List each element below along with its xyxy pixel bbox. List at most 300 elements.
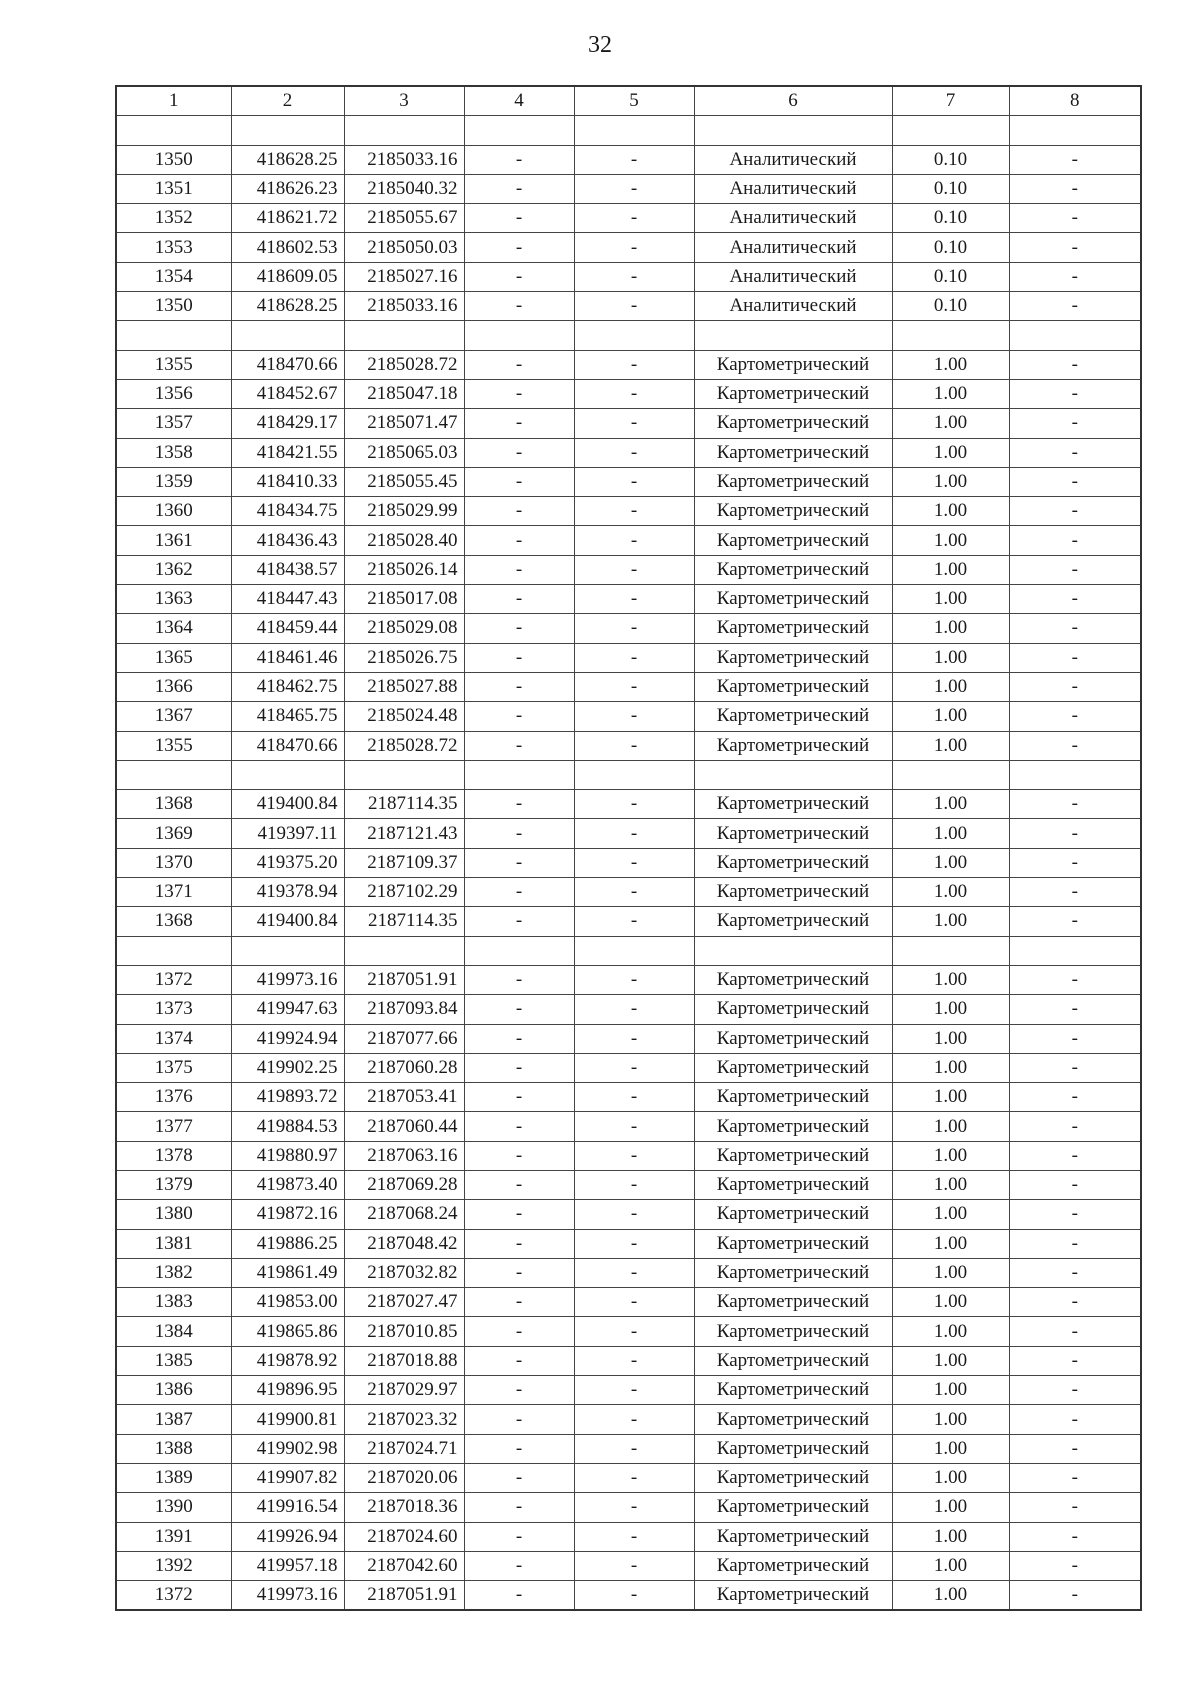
table-cell-col-1: 1360: [116, 497, 231, 526]
table-cell-col-5: -: [574, 1170, 694, 1199]
table-cell-col-1: 1363: [116, 585, 231, 614]
table-row: [116, 995, 1141, 1024]
table-cell-col-1: 1370: [116, 848, 231, 877]
table-cell-col-4: -: [464, 1434, 574, 1463]
table-cell-col-2: 418410.33: [231, 467, 344, 496]
table-cell-col-6: Аналитический: [694, 145, 892, 174]
table-cell-col-1: 1392: [116, 1551, 231, 1580]
table-cell-col-4: -: [464, 233, 574, 262]
table-cell-col-5: -: [574, 555, 694, 584]
table-cell-col-4: -: [464, 1258, 574, 1287]
table-cell-col-7: 0.10: [892, 145, 1009, 174]
table-cell-col-4: -: [464, 1112, 574, 1141]
table-cell-col-7: 1.00: [892, 409, 1009, 438]
table-cell-col-5: -: [574, 1463, 694, 1492]
empty-cell: [892, 760, 1009, 789]
empty-cell: [116, 321, 231, 350]
table-cell-col-3: 2187069.28: [344, 1170, 464, 1199]
empty-cell: [116, 116, 231, 145]
table-cell-col-6: Картометрический: [694, 555, 892, 584]
table-cell-col-3: 2185026.14: [344, 555, 464, 584]
table-cell-col-7: 1.00: [892, 848, 1009, 877]
table-cell-col-1: 1380: [116, 1200, 231, 1229]
table-row: [116, 1141, 1141, 1170]
table-cell-col-7: 1.00: [892, 1376, 1009, 1405]
table-cell-col-3: 2187077.66: [344, 1024, 464, 1053]
table-cell-col-2: 419397.11: [231, 819, 344, 848]
column-header-6: 6: [694, 86, 892, 116]
table-cell-col-2: 419880.97: [231, 1141, 344, 1170]
table-row: [116, 292, 1141, 321]
table-cell-col-2: 419886.25: [231, 1229, 344, 1258]
table-row: [116, 1405, 1141, 1434]
table-cell-col-7: 1.00: [892, 555, 1009, 584]
table-cell-col-7: 1.00: [892, 379, 1009, 408]
table-cell-col-3: 2187051.91: [344, 965, 464, 994]
table-cell-col-6: Картометрический: [694, 643, 892, 672]
column-header-2: 2: [231, 86, 344, 116]
table-cell-col-1: 1372: [116, 1581, 231, 1611]
table-cell-col-1: 1384: [116, 1317, 231, 1346]
table-cell-col-8: -: [1009, 1083, 1141, 1112]
table-cell-col-8: -: [1009, 1551, 1141, 1580]
table-cell-col-6: Картометрический: [694, 965, 892, 994]
table-row: [116, 379, 1141, 408]
table-row: [116, 497, 1141, 526]
table-cell-col-5: -: [574, 614, 694, 643]
table-cell-col-2: 419902.25: [231, 1053, 344, 1082]
table-cell-col-7: 1.00: [892, 350, 1009, 379]
empty-cell: [574, 321, 694, 350]
table-cell-col-3: 2187023.32: [344, 1405, 464, 1434]
table-cell-col-1: 1377: [116, 1112, 231, 1141]
table-cell-col-6: Аналитический: [694, 262, 892, 291]
table-body: [116, 116, 1141, 1611]
table-cell-col-7: 0.10: [892, 233, 1009, 262]
table-cell-col-8: -: [1009, 614, 1141, 643]
table-cell-col-5: -: [574, 1434, 694, 1463]
table-cell-col-2: 419872.16: [231, 1200, 344, 1229]
table-cell-col-8: -: [1009, 965, 1141, 994]
table-cell-col-4: -: [464, 995, 574, 1024]
table-cell-col-7: 1.00: [892, 1463, 1009, 1492]
table-cell-col-6: Картометрический: [694, 379, 892, 408]
table-cell-col-8: -: [1009, 1493, 1141, 1522]
table-row: [116, 643, 1141, 672]
table-cell-col-3: 2187020.06: [344, 1463, 464, 1492]
table-cell-col-3: 2187024.71: [344, 1434, 464, 1463]
table-cell-col-2: 418626.23: [231, 174, 344, 203]
table-row: [116, 1581, 1141, 1611]
empty-cell: [1009, 760, 1141, 789]
empty-cell: [464, 116, 574, 145]
table-cell-col-2: 419378.94: [231, 878, 344, 907]
table-row: [116, 1551, 1141, 1580]
empty-cell: [344, 760, 464, 789]
table-row: [116, 1434, 1141, 1463]
table-cell-col-7: 1.00: [892, 497, 1009, 526]
coordinates-table: [115, 85, 1142, 1611]
table-cell-col-2: 418462.75: [231, 672, 344, 701]
table-cell-col-3: 2187060.44: [344, 1112, 464, 1141]
table-cell-col-7: 1.00: [892, 467, 1009, 496]
table-cell-col-2: 418461.46: [231, 643, 344, 672]
table-cell-col-2: 418436.43: [231, 526, 344, 555]
table-cell-col-5: -: [574, 1551, 694, 1580]
table-cell-col-5: -: [574, 262, 694, 291]
table-cell-col-2: 419947.63: [231, 995, 344, 1024]
table-cell-col-6: Картометрический: [694, 878, 892, 907]
table-cell-col-3: 2187024.60: [344, 1522, 464, 1551]
table-cell-col-1: 1376: [116, 1083, 231, 1112]
table-cell-col-7: 1.00: [892, 1317, 1009, 1346]
table-cell-col-5: -: [574, 1053, 694, 1082]
table-cell-col-8: -: [1009, 1141, 1141, 1170]
table-cell-col-4: -: [464, 1522, 574, 1551]
table-cell-col-8: -: [1009, 204, 1141, 233]
table-cell-col-1: 1375: [116, 1053, 231, 1082]
table-cell-col-3: 2187029.97: [344, 1376, 464, 1405]
table-cell-col-7: 1.00: [892, 1141, 1009, 1170]
table-cell-col-3: 2187048.42: [344, 1229, 464, 1258]
table-cell-col-1: 1371: [116, 878, 231, 907]
table-cell-col-5: -: [574, 1229, 694, 1258]
table-cell-col-1: 1356: [116, 379, 231, 408]
table-cell-col-5: -: [574, 731, 694, 760]
table-cell-col-6: Картометрический: [694, 1288, 892, 1317]
table-cell-col-8: -: [1009, 1170, 1141, 1199]
table-cell-col-8: -: [1009, 1463, 1141, 1492]
table-cell-col-2: 419907.82: [231, 1463, 344, 1492]
table-cell-col-2: 418602.53: [231, 233, 344, 262]
table-cell-col-6: Картометрический: [694, 1493, 892, 1522]
table-cell-col-2: 419973.16: [231, 1581, 344, 1611]
table-cell-col-3: 2185055.45: [344, 467, 464, 496]
table-cell-col-4: -: [464, 907, 574, 936]
table-cell-col-7: 1.00: [892, 1405, 1009, 1434]
table-row: [116, 1200, 1141, 1229]
table-cell-col-6: Картометрический: [694, 1522, 892, 1551]
table-cell-col-5: -: [574, 907, 694, 936]
table-cell-col-5: -: [574, 1024, 694, 1053]
table-row: [116, 614, 1141, 643]
table-row: [116, 262, 1141, 291]
table-cell-col-4: -: [464, 467, 574, 496]
empty-cell: [464, 760, 574, 789]
table-cell-col-1: 1378: [116, 1141, 231, 1170]
table-cell-col-6: Картометрический: [694, 350, 892, 379]
table-cell-col-2: 419865.86: [231, 1317, 344, 1346]
table-row: [116, 1522, 1141, 1551]
table-cell-col-5: -: [574, 1376, 694, 1405]
table-row: [116, 1346, 1141, 1375]
table-cell-col-5: -: [574, 1581, 694, 1611]
table-cell-col-2: 418465.75: [231, 702, 344, 731]
table-cell-col-1: 1386: [116, 1376, 231, 1405]
table-cell-col-3: 2187063.16: [344, 1141, 464, 1170]
table-cell-col-7: 1.00: [892, 1170, 1009, 1199]
table-cell-col-1: 1368: [116, 907, 231, 936]
table-cell-col-2: 419926.94: [231, 1522, 344, 1551]
table-cell-col-7: 1.00: [892, 1551, 1009, 1580]
table-cell-col-3: 2187042.60: [344, 1551, 464, 1580]
table-cell-col-7: 1.00: [892, 1288, 1009, 1317]
table-cell-col-4: -: [464, 848, 574, 877]
table-cell-col-5: -: [574, 790, 694, 819]
table-cell-col-3: 2185027.88: [344, 672, 464, 701]
table-cell-col-3: 2185029.08: [344, 614, 464, 643]
table-cell-col-7: 0.10: [892, 262, 1009, 291]
table-row: [116, 1170, 1141, 1199]
table-cell-col-7: 0.10: [892, 204, 1009, 233]
table-cell-col-2: 419916.54: [231, 1493, 344, 1522]
table-cell-col-8: -: [1009, 1405, 1141, 1434]
table-cell-col-6: Картометрический: [694, 1405, 892, 1434]
table-cell-col-1: 1359: [116, 467, 231, 496]
table-cell-col-3: 2185047.18: [344, 379, 464, 408]
table-cell-col-5: -: [574, 1317, 694, 1346]
table-cell-col-6: Картометрический: [694, 848, 892, 877]
table-cell-col-2: 419884.53: [231, 1112, 344, 1141]
empty-cell: [694, 116, 892, 145]
table-cell-col-1: 1381: [116, 1229, 231, 1258]
table-row: [116, 1083, 1141, 1112]
table-cell-col-5: -: [574, 965, 694, 994]
table-cell-col-6: Картометрический: [694, 907, 892, 936]
table-cell-col-6: Аналитический: [694, 174, 892, 203]
table-cell-col-2: 419900.81: [231, 1405, 344, 1434]
table-cell-col-6: Картометрический: [694, 526, 892, 555]
table-cell-col-6: Картометрический: [694, 790, 892, 819]
table-cell-col-4: -: [464, 292, 574, 321]
page-number: 32: [588, 32, 612, 58]
table-cell-col-2: 419853.00: [231, 1288, 344, 1317]
table-cell-col-7: 1.00: [892, 1083, 1009, 1112]
table-cell-col-8: -: [1009, 1024, 1141, 1053]
table-cell-col-3: 2185033.16: [344, 145, 464, 174]
table-cell-col-8: -: [1009, 292, 1141, 321]
table-cell-col-3: 2187053.41: [344, 1083, 464, 1112]
table-cell-col-7: 0.10: [892, 292, 1009, 321]
table-cell-col-5: -: [574, 204, 694, 233]
table-cell-col-3: 2187018.36: [344, 1493, 464, 1522]
table-cell-col-5: -: [574, 526, 694, 555]
table-cell-col-6: Картометрический: [694, 1053, 892, 1082]
table-cell-col-2: 418447.43: [231, 585, 344, 614]
table-cell-col-2: 419973.16: [231, 965, 344, 994]
table-cell-col-6: Картометрический: [694, 467, 892, 496]
table-cell-col-1: 1373: [116, 995, 231, 1024]
table-cell-col-4: -: [464, 145, 574, 174]
table-row: [116, 233, 1141, 262]
table-cell-col-1: 1366: [116, 672, 231, 701]
table-cell-col-2: 418452.67: [231, 379, 344, 408]
empty-cell: [344, 116, 464, 145]
table-cell-col-2: 418470.66: [231, 731, 344, 760]
table-cell-col-2: 418609.05: [231, 262, 344, 291]
table-cell-col-8: -: [1009, 1346, 1141, 1375]
table-cell-col-4: -: [464, 1463, 574, 1492]
table-cell-col-1: 1374: [116, 1024, 231, 1053]
table-cell-col-8: -: [1009, 233, 1141, 262]
table-cell-col-8: -: [1009, 497, 1141, 526]
table-cell-col-3: 2185024.48: [344, 702, 464, 731]
table-cell-col-1: 1365: [116, 643, 231, 672]
table-cell-col-5: -: [574, 848, 694, 877]
table-cell-col-6: Картометрический: [694, 409, 892, 438]
table-cell-col-3: 2187032.82: [344, 1258, 464, 1287]
table-cell-col-5: -: [574, 174, 694, 203]
table-cell-col-7: 1.00: [892, 1434, 1009, 1463]
table-cell-col-1: 1358: [116, 438, 231, 467]
table-cell-col-5: -: [574, 1141, 694, 1170]
table-cell-col-5: -: [574, 878, 694, 907]
table-cell-col-6: Картометрический: [694, 1170, 892, 1199]
table-cell-col-7: 1.00: [892, 1053, 1009, 1082]
table-cell-col-5: -: [574, 1288, 694, 1317]
empty-cell: [694, 760, 892, 789]
table-cell-col-8: -: [1009, 585, 1141, 614]
table-cell-col-1: 1390: [116, 1493, 231, 1522]
table-cell-col-2: 419902.98: [231, 1434, 344, 1463]
table-row: [116, 145, 1141, 174]
table-cell-col-5: -: [574, 379, 694, 408]
table-cell-col-4: -: [464, 731, 574, 760]
table-cell-col-3: 2187027.47: [344, 1288, 464, 1317]
empty-cell: [1009, 321, 1141, 350]
table-cell-col-4: -: [464, 1581, 574, 1611]
empty-cell: [892, 116, 1009, 145]
table-cell-col-7: 1.00: [892, 438, 1009, 467]
table-cell-col-5: -: [574, 409, 694, 438]
table-cell-col-5: -: [574, 350, 694, 379]
table-cell-col-4: -: [464, 1170, 574, 1199]
table-cell-col-8: -: [1009, 702, 1141, 731]
table-cell-col-8: -: [1009, 643, 1141, 672]
table-cell-col-3: 2187060.28: [344, 1053, 464, 1082]
table-cell-col-6: Картометрический: [694, 1024, 892, 1053]
empty-cell: [1009, 936, 1141, 965]
table-cell-col-1: 1350: [116, 145, 231, 174]
table-cell-col-1: 1367: [116, 702, 231, 731]
table-cell-col-2: 418628.25: [231, 292, 344, 321]
table-cell-col-7: 1.00: [892, 1346, 1009, 1375]
table-cell-col-2: 418434.75: [231, 497, 344, 526]
table-cell-col-5: -: [574, 819, 694, 848]
empty-cell: [231, 321, 344, 350]
table-cell-col-2: 419375.20: [231, 848, 344, 877]
table-cell-col-8: -: [1009, 995, 1141, 1024]
empty-cell: [574, 116, 694, 145]
table-cell-col-8: -: [1009, 555, 1141, 584]
table-row: [116, 848, 1141, 877]
table-cell-col-7: 0.10: [892, 174, 1009, 203]
table-cell-col-5: -: [574, 643, 694, 672]
table-cell-col-8: -: [1009, 731, 1141, 760]
table-cell-col-1: 1354: [116, 262, 231, 291]
table-cell-col-4: -: [464, 1376, 574, 1405]
table-cell-col-2: 418429.17: [231, 409, 344, 438]
empty-cell: [1009, 116, 1141, 145]
table-cell-col-1: 1355: [116, 350, 231, 379]
table-cell-col-8: -: [1009, 672, 1141, 701]
empty-cell: [231, 936, 344, 965]
table-cell-col-7: 1.00: [892, 907, 1009, 936]
table-cell-col-6: Картометрический: [694, 1229, 892, 1258]
table-cell-col-8: -: [1009, 1229, 1141, 1258]
table-cell-col-7: 1.00: [892, 1522, 1009, 1551]
table-cell-col-4: -: [464, 1053, 574, 1082]
table-cell-col-3: 2185055.67: [344, 204, 464, 233]
table-cell-col-3: 2185028.72: [344, 350, 464, 379]
table-cell-col-7: 1.00: [892, 1581, 1009, 1611]
table-cell-col-5: -: [574, 672, 694, 701]
table-cell-col-5: -: [574, 1083, 694, 1112]
table-row: [116, 174, 1141, 203]
table-cell-col-6: Картометрический: [694, 1434, 892, 1463]
table-cell-col-4: -: [464, 350, 574, 379]
empty-cell: [231, 116, 344, 145]
table-cell-col-3: 2187018.88: [344, 1346, 464, 1375]
table-cell-col-7: 1.00: [892, 819, 1009, 848]
table-cell-col-7: 1.00: [892, 526, 1009, 555]
table-cell-col-1: 1353: [116, 233, 231, 262]
table-cell-col-6: Картометрический: [694, 614, 892, 643]
table-cell-col-6: Картометрический: [694, 1581, 892, 1611]
table-cell-col-4: -: [464, 1346, 574, 1375]
table-row: [116, 467, 1141, 496]
table-cell-col-4: -: [464, 438, 574, 467]
table-cell-col-7: 1.00: [892, 731, 1009, 760]
header-row: [116, 86, 1141, 116]
empty-cell: [892, 321, 1009, 350]
table-cell-col-3: 2185033.16: [344, 292, 464, 321]
table-cell-col-2: 419896.95: [231, 1376, 344, 1405]
column-header-7: 7: [892, 86, 1009, 116]
table-cell-col-2: 418621.72: [231, 204, 344, 233]
table-cell-col-4: -: [464, 702, 574, 731]
table-cell-col-3: 2187102.29: [344, 878, 464, 907]
group-separator-row: [116, 116, 1141, 145]
table-cell-col-4: -: [464, 672, 574, 701]
table-cell-col-1: 1389: [116, 1463, 231, 1492]
table-cell-col-1: 1368: [116, 790, 231, 819]
table-cell-col-4: -: [464, 497, 574, 526]
table-cell-col-2: 419873.40: [231, 1170, 344, 1199]
table-cell-col-4: -: [464, 585, 574, 614]
table-cell-col-6: Аналитический: [694, 204, 892, 233]
table-cell-col-8: -: [1009, 790, 1141, 819]
group-separator-row: [116, 936, 1141, 965]
table-cell-col-8: -: [1009, 878, 1141, 907]
table-row: [116, 1493, 1141, 1522]
table-cell-col-3: 2185026.75: [344, 643, 464, 672]
table-cell-col-1: 1372: [116, 965, 231, 994]
column-header-4: 4: [464, 86, 574, 116]
table-header: [116, 86, 1141, 116]
table-cell-col-6: Аналитический: [694, 233, 892, 262]
table-cell-col-3: 2185050.03: [344, 233, 464, 262]
table-cell-col-1: 1385: [116, 1346, 231, 1375]
table-cell-col-5: -: [574, 438, 694, 467]
table-cell-col-6: Картометрический: [694, 1463, 892, 1492]
table-cell-col-8: -: [1009, 848, 1141, 877]
table-cell-col-4: -: [464, 379, 574, 408]
table-cell-col-7: 1.00: [892, 995, 1009, 1024]
table-cell-col-5: -: [574, 585, 694, 614]
column-header-8: 8: [1009, 86, 1141, 116]
table-cell-col-6: Аналитический: [694, 292, 892, 321]
